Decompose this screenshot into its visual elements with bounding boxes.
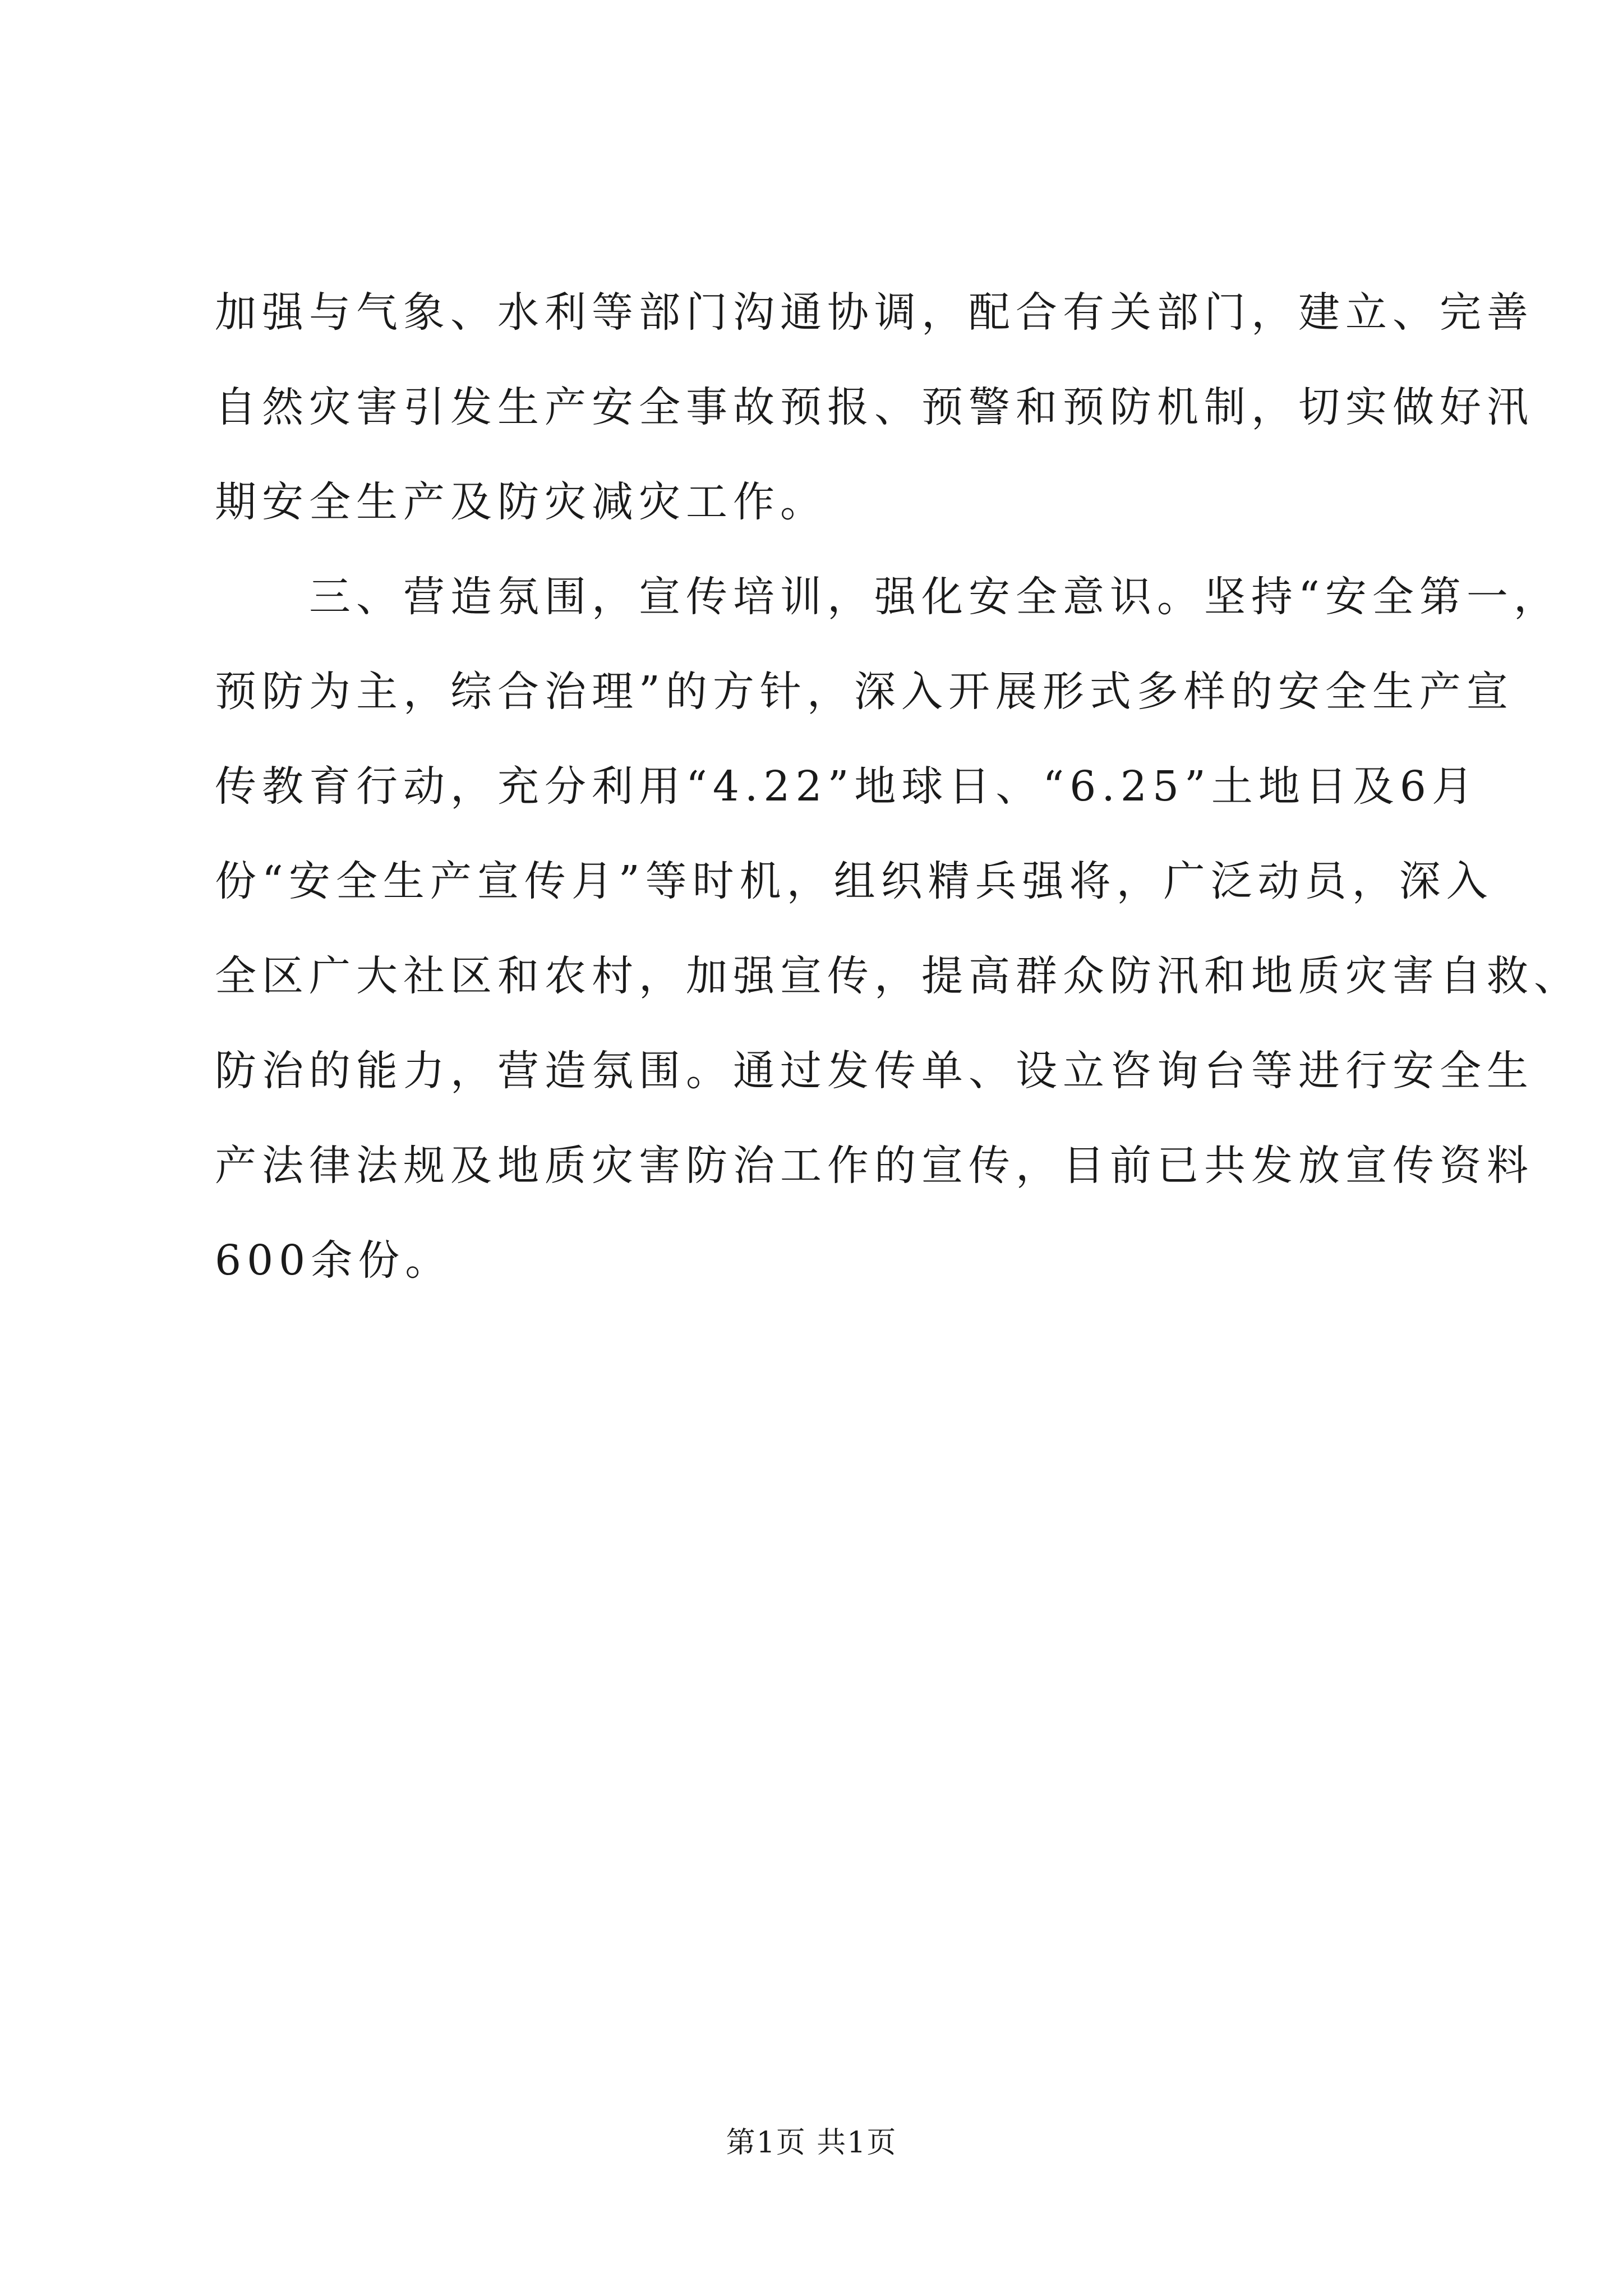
text-line: 预防为主，综合治理”的方针，深入开展形式多样的安全生产宣: [215, 668, 1514, 716]
body-text: [215, 288, 1581, 1285]
text-line: 600余份。: [215, 1236, 453, 1285]
text-line: 传教育行动，充分利用“4.22”地球日、“6.25”土地日及6月: [215, 762, 1479, 811]
paragraph-start-line: 三、营造氛围，宣传培训，强化安全意识。坚持“安全第一，: [215, 573, 1561, 621]
text-line: 期安全生产及防灾减灾工作。: [215, 478, 827, 526]
text-line: 加强与气象、水利等部门沟通协调，配合有关部门，建立、完善: [215, 288, 1534, 337]
text-line: 份“安全生产宣传月”等时机，组织精兵强将，广泛动员，深入: [215, 857, 1493, 905]
text-line: 全区广大社区和农村，加强宣传，提高群众防汛和地质灾害自救、: [215, 952, 1581, 1000]
text-line: 防治的能力，营造氛围。通过发传单、设立咨询台等进行安全生: [215, 1047, 1534, 1095]
text-line: 自然灾害引发生产安全事故预报、预警和预防机制，切实做好汛: [215, 383, 1534, 431]
text-line: 产法律法规及地质灾害防治工作的宣传，目前已共发放宣传资料: [215, 1142, 1534, 1190]
page-number-footer: 第1页 共1页: [726, 2126, 897, 2160]
